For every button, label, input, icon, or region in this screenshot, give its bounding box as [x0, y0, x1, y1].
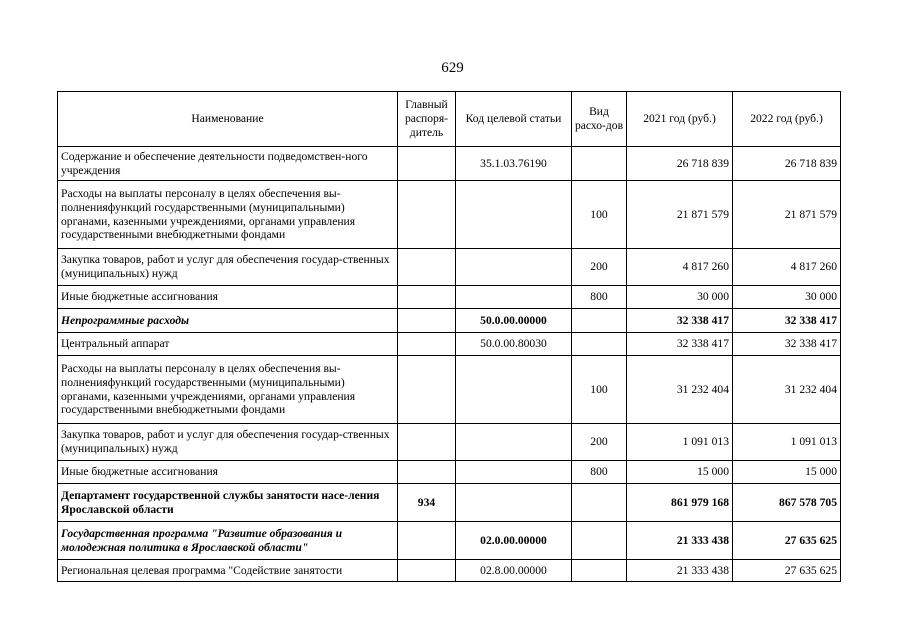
table-row [58, 147, 841, 181]
cell-type: 200 [572, 424, 627, 461]
cell-2022: 21 871 579 [733, 181, 841, 249]
cell-2021: 21 333 438 [627, 560, 733, 582]
cell-name: Региональная целевая программа "Содействие занятости [58, 560, 398, 582]
cell-code: 02.0.00.00000 [456, 522, 572, 560]
table-header-row [58, 92, 841, 147]
cell-2021: 1 091 013 [627, 424, 733, 461]
cell-2021: 861 979 168 [627, 484, 733, 522]
cell-2022: 4 817 260 [733, 249, 841, 286]
cell-name: Закупка товаров, работ и услуг для обеспечения государ-ственных (муниципальных) нужд [58, 249, 398, 286]
cell-type: 200 [572, 249, 627, 286]
cell-type: 100 [572, 356, 627, 424]
cell-type: 100 [572, 181, 627, 249]
cell-code [456, 424, 572, 461]
cell-2022: 867 578 705 [733, 484, 841, 522]
cell-2021: 21 871 579 [627, 181, 733, 249]
header-year-2021: 2021 год (руб.) [627, 92, 733, 147]
cell-chief [398, 249, 456, 286]
table-row [58, 461, 841, 484]
cell-chief [398, 461, 456, 484]
cell-chief [398, 522, 456, 560]
table-row [58, 333, 841, 356]
cell-2022: 31 232 404 [733, 356, 841, 424]
table-row [58, 249, 841, 286]
cell-type: 800 [572, 286, 627, 309]
cell-code [456, 249, 572, 286]
cell-name: Департамент государственной службы занятости насе-ления Ярославской области [58, 484, 398, 522]
cell-chief [398, 181, 456, 249]
cell-chief [398, 356, 456, 424]
cell-code [456, 286, 572, 309]
header-target-code: Код целевой статьи [456, 92, 572, 147]
cell-2021: 32 338 417 [627, 309, 733, 333]
cell-name: Иные бюджетные ассигнования [58, 461, 398, 484]
cell-name: Расходы на выплаты персоналу в целях обеспечения вы-полненияфункций государственными (муниципальными) органами, казенными учреждениями, органами управления государственными внебюджетными фондами [58, 181, 398, 249]
cell-chief: 934 [398, 484, 456, 522]
table-row [58, 286, 841, 309]
page-number: 629 [441, 60, 464, 76]
cell-2021: 15 000 [627, 461, 733, 484]
header-year-2022: 2022 год (руб.) [733, 92, 841, 147]
table-row [58, 560, 841, 582]
cell-code: 50.0.00.00000 [456, 309, 572, 333]
cell-2021: 31 232 404 [627, 356, 733, 424]
table-row [58, 424, 841, 461]
cell-type [572, 147, 627, 181]
cell-2022: 27 635 625 [733, 522, 841, 560]
cell-code [456, 356, 572, 424]
cell-2021: 4 817 260 [627, 249, 733, 286]
cell-2022: 32 338 417 [733, 333, 841, 356]
cell-2022: 26 718 839 [733, 147, 841, 181]
cell-name: Центральный аппарат [58, 333, 398, 356]
table-row-department [58, 484, 841, 522]
cell-2021: 26 718 839 [627, 147, 733, 181]
cell-2022: 32 338 417 [733, 309, 841, 333]
cell-2022: 30 000 [733, 286, 841, 309]
cell-type [572, 484, 627, 522]
cell-chief [398, 286, 456, 309]
cell-2021: 32 338 417 [627, 333, 733, 356]
cell-chief [398, 560, 456, 582]
cell-chief [398, 333, 456, 356]
cell-code [456, 181, 572, 249]
cell-2021: 30 000 [627, 286, 733, 309]
cell-name: Закупка товаров, работ и услуг для обеспечения государ-ственных (муниципальных) нужд [58, 424, 398, 461]
cell-type [572, 522, 627, 560]
cell-code: 35.1.03.76190 [456, 147, 572, 181]
budget-table [57, 91, 841, 582]
cell-name: Иные бюджетные ассигнования [58, 286, 398, 309]
header-expense-type: Вид расхо-дов [572, 92, 627, 147]
cell-2022: 1 091 013 [733, 424, 841, 461]
cell-name: Непрограммные расходы [58, 309, 398, 333]
cell-chief [398, 147, 456, 181]
cell-code: 50.0.00.80030 [456, 333, 572, 356]
cell-type [572, 333, 627, 356]
cell-type [572, 560, 627, 582]
cell-name: Содержание и обеспечение деятельности подведомствен-ного учреждения [58, 147, 398, 181]
table-row-program [58, 522, 841, 560]
cell-code [456, 461, 572, 484]
cell-name: Государственная программа "Развитие образования и молодежная политика в Ярославской области" [58, 522, 398, 560]
cell-name: Расходы на выплаты персоналу в целях обеспечения вы-полненияфункций государственными (муниципальными) органами, казенными учреждениями, органами управления государственными внебюджетными фондами [58, 356, 398, 424]
cell-code: 02.8.00.00000 [456, 560, 572, 582]
cell-type: 800 [572, 461, 627, 484]
cell-2022: 15 000 [733, 461, 841, 484]
table-row [58, 356, 841, 424]
cell-chief [398, 424, 456, 461]
cell-2021: 21 333 438 [627, 522, 733, 560]
cell-chief [398, 309, 456, 333]
cell-2022: 27 635 625 [733, 560, 841, 582]
cell-code [456, 484, 572, 522]
cell-type [572, 309, 627, 333]
table-row-section [58, 309, 841, 333]
header-name: Наименование [58, 92, 398, 147]
header-chief-administrator: Главный распоря-дитель [398, 92, 456, 147]
table-row [58, 181, 841, 249]
